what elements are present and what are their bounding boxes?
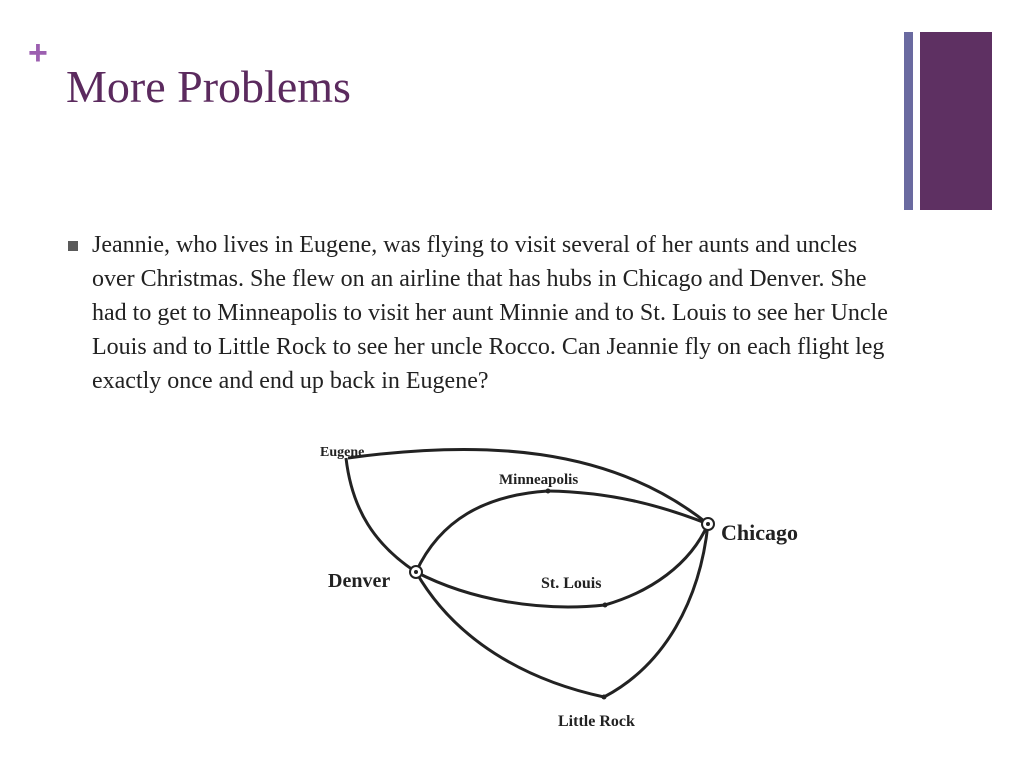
edge-denver-minneapolis: [416, 491, 548, 572]
flight-graph-diagram: [300, 430, 840, 750]
bullet-text: Jeannie, who lives in Eugene, was flying to visit several of her aunts and uncles over Christmas. She flew on an airline that has hubs in Chicago and Denver. She had to get to Minneapolis to visit her aunt Minnie and to St. Louis to see her Uncle Louis and to Little Rock to see her uncle Rocco. Can Jeannie fly on each flight leg exactly once and end up back in Eugene?: [92, 232, 888, 394]
node-dot-minneapolis: [546, 489, 551, 494]
node-dot-littlerock: [602, 695, 607, 700]
node-label-chicago: Chicago: [721, 520, 798, 545]
node-label-littlerock: Little Rock: [558, 713, 635, 730]
node-label-stlouis: St. Louis: [541, 575, 602, 592]
node-dot-stlouis: [603, 603, 608, 608]
hub-dot-denver: [414, 570, 418, 574]
accent-bar-thin: [904, 32, 913, 210]
edge-eugene-denver: [346, 458, 416, 572]
accent-bar-thick: [920, 32, 992, 210]
node-label-minneapolis: Minneapolis: [499, 472, 579, 488]
node-label-denver: Denver: [328, 570, 391, 592]
node-label-eugene: Eugene: [320, 445, 365, 460]
slide-title: More Problems: [66, 61, 351, 112]
plus-decoration-icon: +: [28, 34, 48, 72]
bullet-square-icon: [68, 241, 78, 251]
hub-dot-chicago: [706, 522, 710, 526]
